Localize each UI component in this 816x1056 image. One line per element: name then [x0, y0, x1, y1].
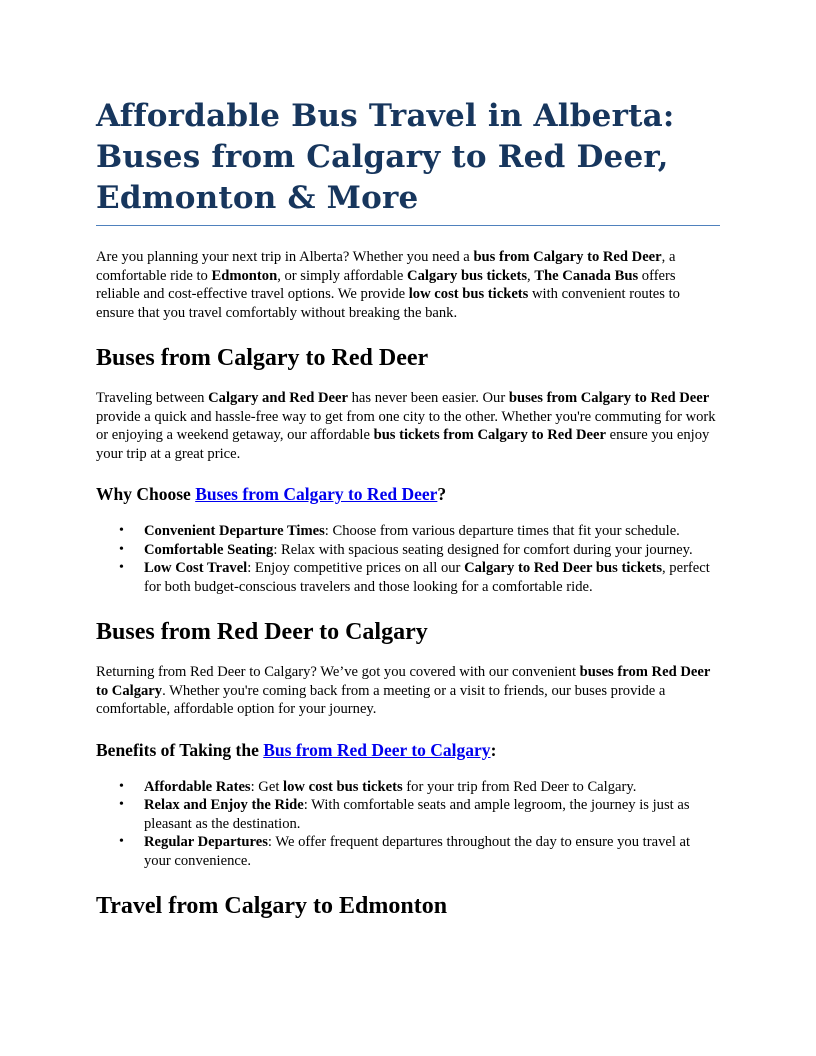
list-item: • Affordable Rates: Get low cost bus tickets for your trip from Red Deer to Calgary.	[119, 778, 637, 795]
page-title: Affordable Bus Travel in Alberta: Buses from Calgary to Red Deer, Edmonton & More	[96, 96, 720, 226]
intro-paragraph: Are you planning your next trip in Alberta? Whether you need a bus from Calgary to Red Deer, a comfortable ride to Edmonton, or simply affordable Calgary bus tickets, The Canada Bus offers reliable and cost-effective travel options. We provide low cost bus tickets with convenient routes to ensure that you travel comfortably without breaking the bank.	[96, 249, 680, 321]
bullet-icon: •	[119, 541, 124, 557]
document-page	[96, 96, 720, 920]
bullet-icon: •	[119, 560, 124, 575]
list-item: • Comfortable Seating: Relax with spacious seating designed for comfort during your journey.	[119, 541, 693, 558]
list-item: • Relax and Enjoy the Ride: With comfortable seats and ample legroom, the journey is just as pleasant as the destination.	[119, 797, 690, 832]
buses-calgary-to-red-deer-link[interactable]: Buses from Calgary to Red Deer	[195, 484, 438, 504]
section2-bullet-list	[96, 778, 720, 871]
bullet-icon: •	[119, 797, 124, 812]
section2-paragraph: Returning from Red Deer to Calgary? We’ve got you covered with our convenient buses from Red Deer to Calgary. Whether you're coming back from a meeting or a visit to friends, our buses provide a comfortable, affordable option for your journey.	[96, 664, 711, 717]
bullet-icon: •	[119, 778, 124, 794]
section-heading-calgary-to-edmonton: Travel from Calgary to Edmonton	[96, 893, 448, 919]
bus-red-deer-to-calgary-link[interactable]: Bus from Red Deer to Calgary	[263, 739, 491, 760]
section-heading-red-deer-to-calgary: Buses from Red Deer to Calgary	[96, 619, 428, 645]
section1-subheading: Why Choose Buses from Calgary to Red Deer?	[96, 484, 447, 504]
section-heading-calgary-to-red-deer: Buses from Calgary to Red Deer	[96, 345, 429, 371]
bullet-icon: •	[119, 523, 124, 538]
list-item: • Convenient Departure Times: Choose from various departure times that fit your schedule.	[119, 523, 680, 539]
section1-bullet-list	[96, 522, 720, 596]
list-item: • Regular Departures: We offer frequent departures throughout the day to ensure you travel at your convenience.	[119, 834, 691, 869]
section2-subheading: Benefits of Taking the Bus from Red Deer to Calgary:	[96, 739, 497, 760]
bullet-icon: •	[119, 834, 124, 849]
section1-paragraph: Traveling between Calgary and Red Deer has never been easier. Our buses from Calgary to Red Deer provide a quick and hassle-free way to get from one city to the other. Whether you're commuting for work or enjoying a weekend getaway, our affordable bus tickets from Calgary to Red Deer ensure you enjoy your trip at a great price.	[96, 390, 716, 462]
list-item: • Low Cost Travel: Enjoy competitive prices on all our Calgary to Red Deer bus tickets, perfect for both budget-conscious travelers and those looking for a comfortable ride.	[119, 560, 710, 595]
